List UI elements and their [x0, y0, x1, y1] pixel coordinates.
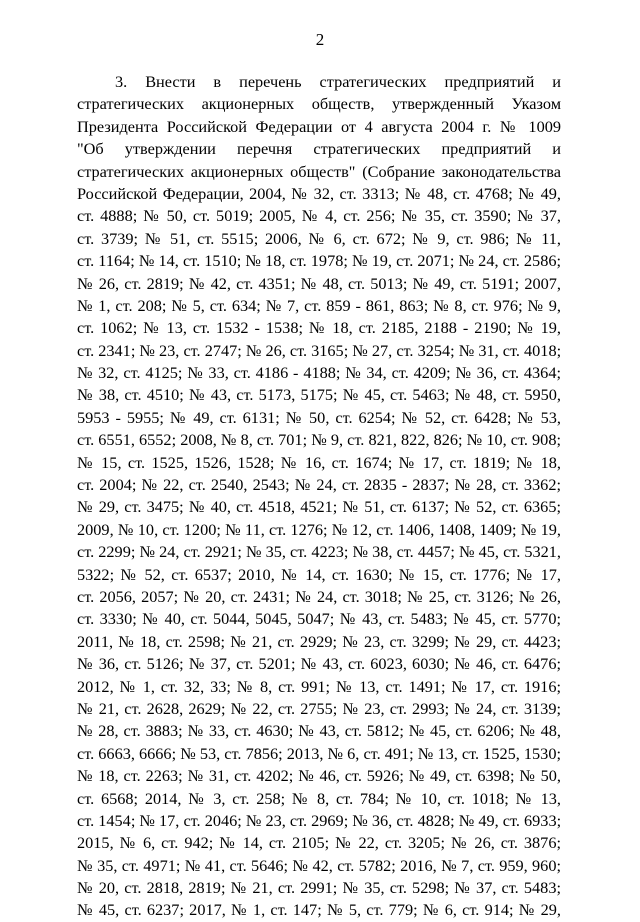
document-body — [77, 71, 561, 922]
paragraph-line: № 38, ст. 4510; № 43, ст. 5173, 5175; № 45, ст. 5463; № 48, ст. 5950, — [77, 385, 561, 405]
paragraph-line: № 45, ст. 6237; 2017, № 1, ст. 147; № 5, ст. 779; № 6, ст. 914; № 29, — [77, 900, 561, 920]
paragraph-line: ст. 2341; № 23, ст. 2747; № 26, ст. 3165; № 27, ст. 3254; № 31, ст. 4018; — [77, 340, 561, 360]
paragraph-line: № 18, ст. 2263; № 31, ст. 4202; № 46, ст. 5926; № 49, ст. 6398; № 50, — [77, 766, 561, 786]
paragraph-line: ст. 6663, 6666; № 53, ст. 7856; 2013, № 6, ст. 491; № 13, ст. 1525, 1530; — [77, 743, 561, 763]
paragraph-line: Президента Российской Федерации от 4 августа 2004 г. № 1009 — [77, 116, 561, 136]
paragraph-line: № 28, ст. 3883; № 33, ст. 4630; № 43, ст. 5812; № 45, ст. 6206; № 48, — [77, 721, 561, 741]
paragraph-first-line: 3. Внести в перечень стратегических предприятий и — [115, 72, 561, 91]
paragraph-line: Российской Федерации, 2004, № 32, ст. 3313; № 48, ст. 4768; № 49, — [77, 183, 561, 203]
paragraph-line: ст. 1454; № 17, ст. 2046; № 23, ст. 2969; № 36, ст. 4828; № 49, ст. 6933; — [77, 810, 561, 830]
paragraph-line: 2015, № 6, ст. 942; № 14, ст. 2105; № 22, ст. 3205; № 26, ст. 3876; — [77, 833, 561, 853]
paragraph-line: ст. 6568; 2014, № 3, ст. 258; № 8, ст. 784; № 10, ст. 1018; № 13, — [77, 788, 561, 808]
paragraph-line: № 21, ст. 2628, 2629; № 22, ст. 2755; № 23, ст. 2993; № 24, ст. 3139; — [77, 698, 561, 718]
paragraph-line: № 1, ст. 208; № 5, ст. 634; № 7, ст. 859 - 861, 863; № 8, ст. 976; № 9, — [77, 295, 561, 315]
paragraph-line: 5953 - 5955; № 49, ст. 6131; № 50, ст. 6254; № 52, ст. 6428; № 53, — [77, 407, 561, 427]
paragraph-line: ст. 3330; № 40, ст. 5044, 5045, 5047; № 43, ст. 5483; № 45, ст. 5770; — [77, 609, 561, 629]
paragraph-line: ст. 1164; № 14, ст. 1510; № 18, ст. 1978; № 19, ст. 2071; № 24, ст. 2586; — [77, 251, 561, 271]
paragraph-line: № 35, ст. 4971; № 41, ст. 5646; № 42, ст. 5782; 2016, № 7, ст. 959, 960; — [77, 855, 561, 875]
page-number: 2 — [315, 30, 325, 49]
paragraph-line: ст. 6551, 6552; 2008, № 8, ст. 701; № 9, ст. 821, 822, 826; № 10, ст. 908; — [77, 430, 561, 450]
paragraph-line: стратегических акционерных обществ, утвержденный Указом — [77, 94, 561, 114]
paragraph-line: № 32, ст. 4125; № 33, ст. 4186 - 4188; № 34, ст. 4209; № 36, ст. 4364; — [77, 363, 561, 383]
paragraph-line: 2009, № 10, ст. 1200; № 11, ст. 1276; № 12, ст. 1406, 1408, 1409; № 19, — [77, 519, 561, 539]
paragraph-line: стратегических акционерных обществ" (Собрание законодательства — [77, 161, 561, 181]
paragraph-line: № 29, ст. 3475; № 40, ст. 4518, 4521; № 51, ст. 6137; № 52, ст. 6365; — [77, 497, 561, 517]
paragraph-line: ст. 3739; № 51, ст. 5515; 2006, № 6, ст. 672; № 9, ст. 986; № 11, — [77, 228, 561, 248]
paragraph-line: ст. 2004; № 22, ст. 2540, 2543; № 24, ст. 2835 - 2837; № 28, ст. 3362; — [77, 475, 561, 495]
paragraph-line: № 26, ст. 2819; № 42, ст. 4351; № 48, ст. 5013; № 49, ст. 5191; 2007, — [77, 273, 561, 293]
paragraph-line: ст. 4888; № 50, ст. 5019; 2005, № 4, ст. 256; № 35, ст. 3590; № 37, — [77, 206, 561, 226]
paragraph-line: 5322; № 52, ст. 6537; 2010, № 14, ст. 1630; № 15, ст. 1776; № 17, — [77, 564, 561, 584]
paragraph-line: 2012, № 1, ст. 32, 33; № 8, ст. 991; № 13, ст. 1491; № 17, ст. 1916; — [77, 676, 561, 696]
paragraph-line: № 20, ст. 2818, 2819; № 21, ст. 2991; № 35, ст. 5298; № 37, ст. 5483; — [77, 878, 561, 898]
paragraph-line: ст. 2299; № 24, ст. 2921; № 35, ст. 4223; № 38, ст. 4457; № 45, ст. 5321, — [77, 542, 561, 562]
paragraph-line: № 36, ст. 5126; № 37, ст. 5201; № 43, ст. 6023, 6030; № 46, ст. 6476; — [77, 654, 561, 674]
paragraph-line: № 15, ст. 1525, 1526, 1528; № 16, ст. 1674; № 17, ст. 1819; № 18, — [77, 452, 561, 472]
paragraph-line: "Об утверждении перечня стратегических предприятий и — [77, 139, 561, 159]
paragraph-line: ст. 2056, 2057; № 20, ст. 2431; № 24, ст. 3018; № 25, ст. 3126; № 26, — [77, 586, 561, 606]
paragraph-line: 2011, № 18, ст. 2598; № 21, ст. 2929; № 23, ст. 3299; № 29, ст. 4423; — [77, 631, 561, 651]
paragraph-line: ст. 1062; № 13, ст. 1532 - 1538; № 18, ст. 2185, 2188 - 2190; № 19, — [77, 318, 561, 338]
